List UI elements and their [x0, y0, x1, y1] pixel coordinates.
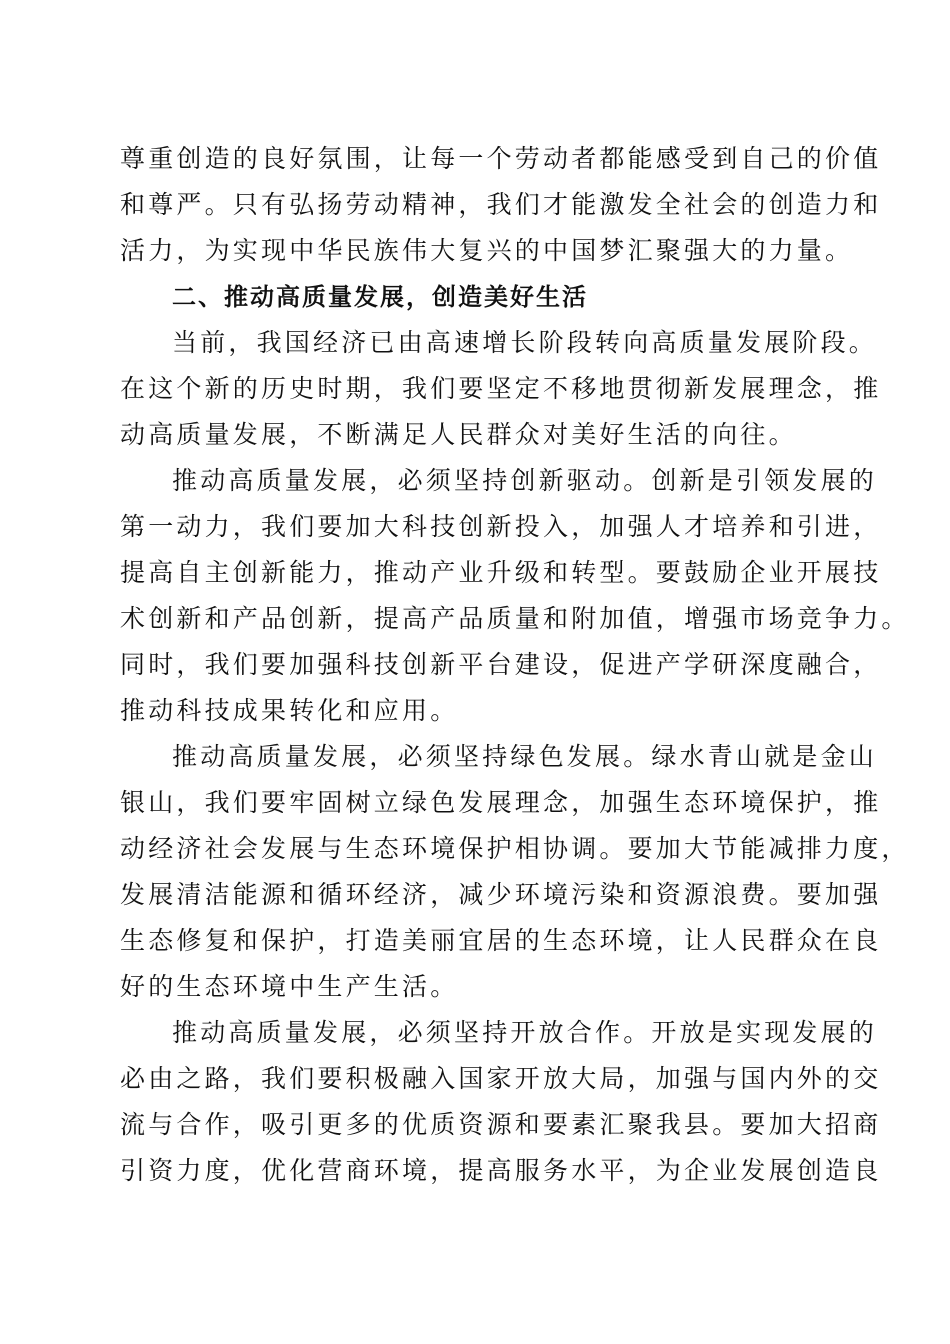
text-line: 必由之路，我们要积极融入国家开放大局，加强与国内外的交	[120, 1064, 882, 1093]
text-line: 流与合作，吸引更多的优质资源和要素汇聚我县。要加大招商	[120, 1110, 882, 1139]
text-line: 引资力度，优化营商环境，提高服务水平，为企业发展创造良	[120, 1156, 882, 1185]
text-line: 动高质量发展，不断满足人民群众对美好生活的向往。	[120, 420, 797, 449]
text-line: 推动高质量发展，必须坚持创新驱动。创新是引领发展的	[172, 466, 878, 495]
text-line: 当前，我国经济已由高速增长阶段转向高质量发展阶段。	[172, 328, 878, 357]
text-line: 推动高质量发展，必须坚持开放合作。开放是实现发展的	[172, 1018, 878, 1047]
text-line: 银山，我们要牢固树立绿色发展理念，加强生态环境保护，推	[120, 788, 882, 817]
text-line: 动经济社会发展与生态环境保护相协调。要加大节能减排力度，	[120, 834, 910, 863]
paragraph	[120, 458, 910, 734]
text-line: 术创新和产品创新，提高产品质量和附加值，增强市场竞争力。	[120, 604, 910, 633]
text-line: 和尊严。只有弘扬劳动精神，我们才能激发全社会的创造力和	[120, 190, 882, 219]
text-line: 在这个新的历史时期，我们要坚定不移地贯彻新发展理念，推	[120, 374, 882, 403]
paragraph-continuation	[120, 136, 882, 274]
text-line: 推动科技成果转化和应用。	[120, 696, 459, 725]
text-line: 第一动力，我们要加大科技创新投入，加强人才培养和引进，	[120, 512, 882, 541]
text-line: 提高自主创新能力，推动产业升级和转型。要鼓励企业开展技	[120, 558, 882, 587]
paragraph	[120, 1010, 882, 1194]
text-line: 同时，我们要加强科技创新平台建设，促进产学研深度融合，	[120, 650, 882, 679]
text-line: 推动高质量发展，必须坚持绿色发展。绿水青山就是金山	[172, 742, 878, 771]
section-heading	[120, 274, 840, 320]
text-line: 尊重创造的良好氛围，让每一个劳动者都能感受到自己的价值	[120, 144, 882, 173]
text-line: 发展清洁能源和循环经济，减少环境污染和资源浪费。要加强	[120, 880, 882, 909]
text-line: 好的生态环境中生产生活。	[120, 972, 459, 1001]
section-heading-text: 二、推动高质量发展，创造美好生活	[172, 283, 588, 311]
paragraph	[120, 734, 910, 1010]
text-line: 活力，为实现中华民族伟大复兴的中国梦汇聚强大的力量。	[120, 236, 854, 265]
document-body	[120, 136, 910, 1194]
paragraph	[120, 320, 882, 458]
text-line: 生态修复和保护，打造美丽宜居的生态环境，让人民群众在良	[120, 926, 882, 955]
